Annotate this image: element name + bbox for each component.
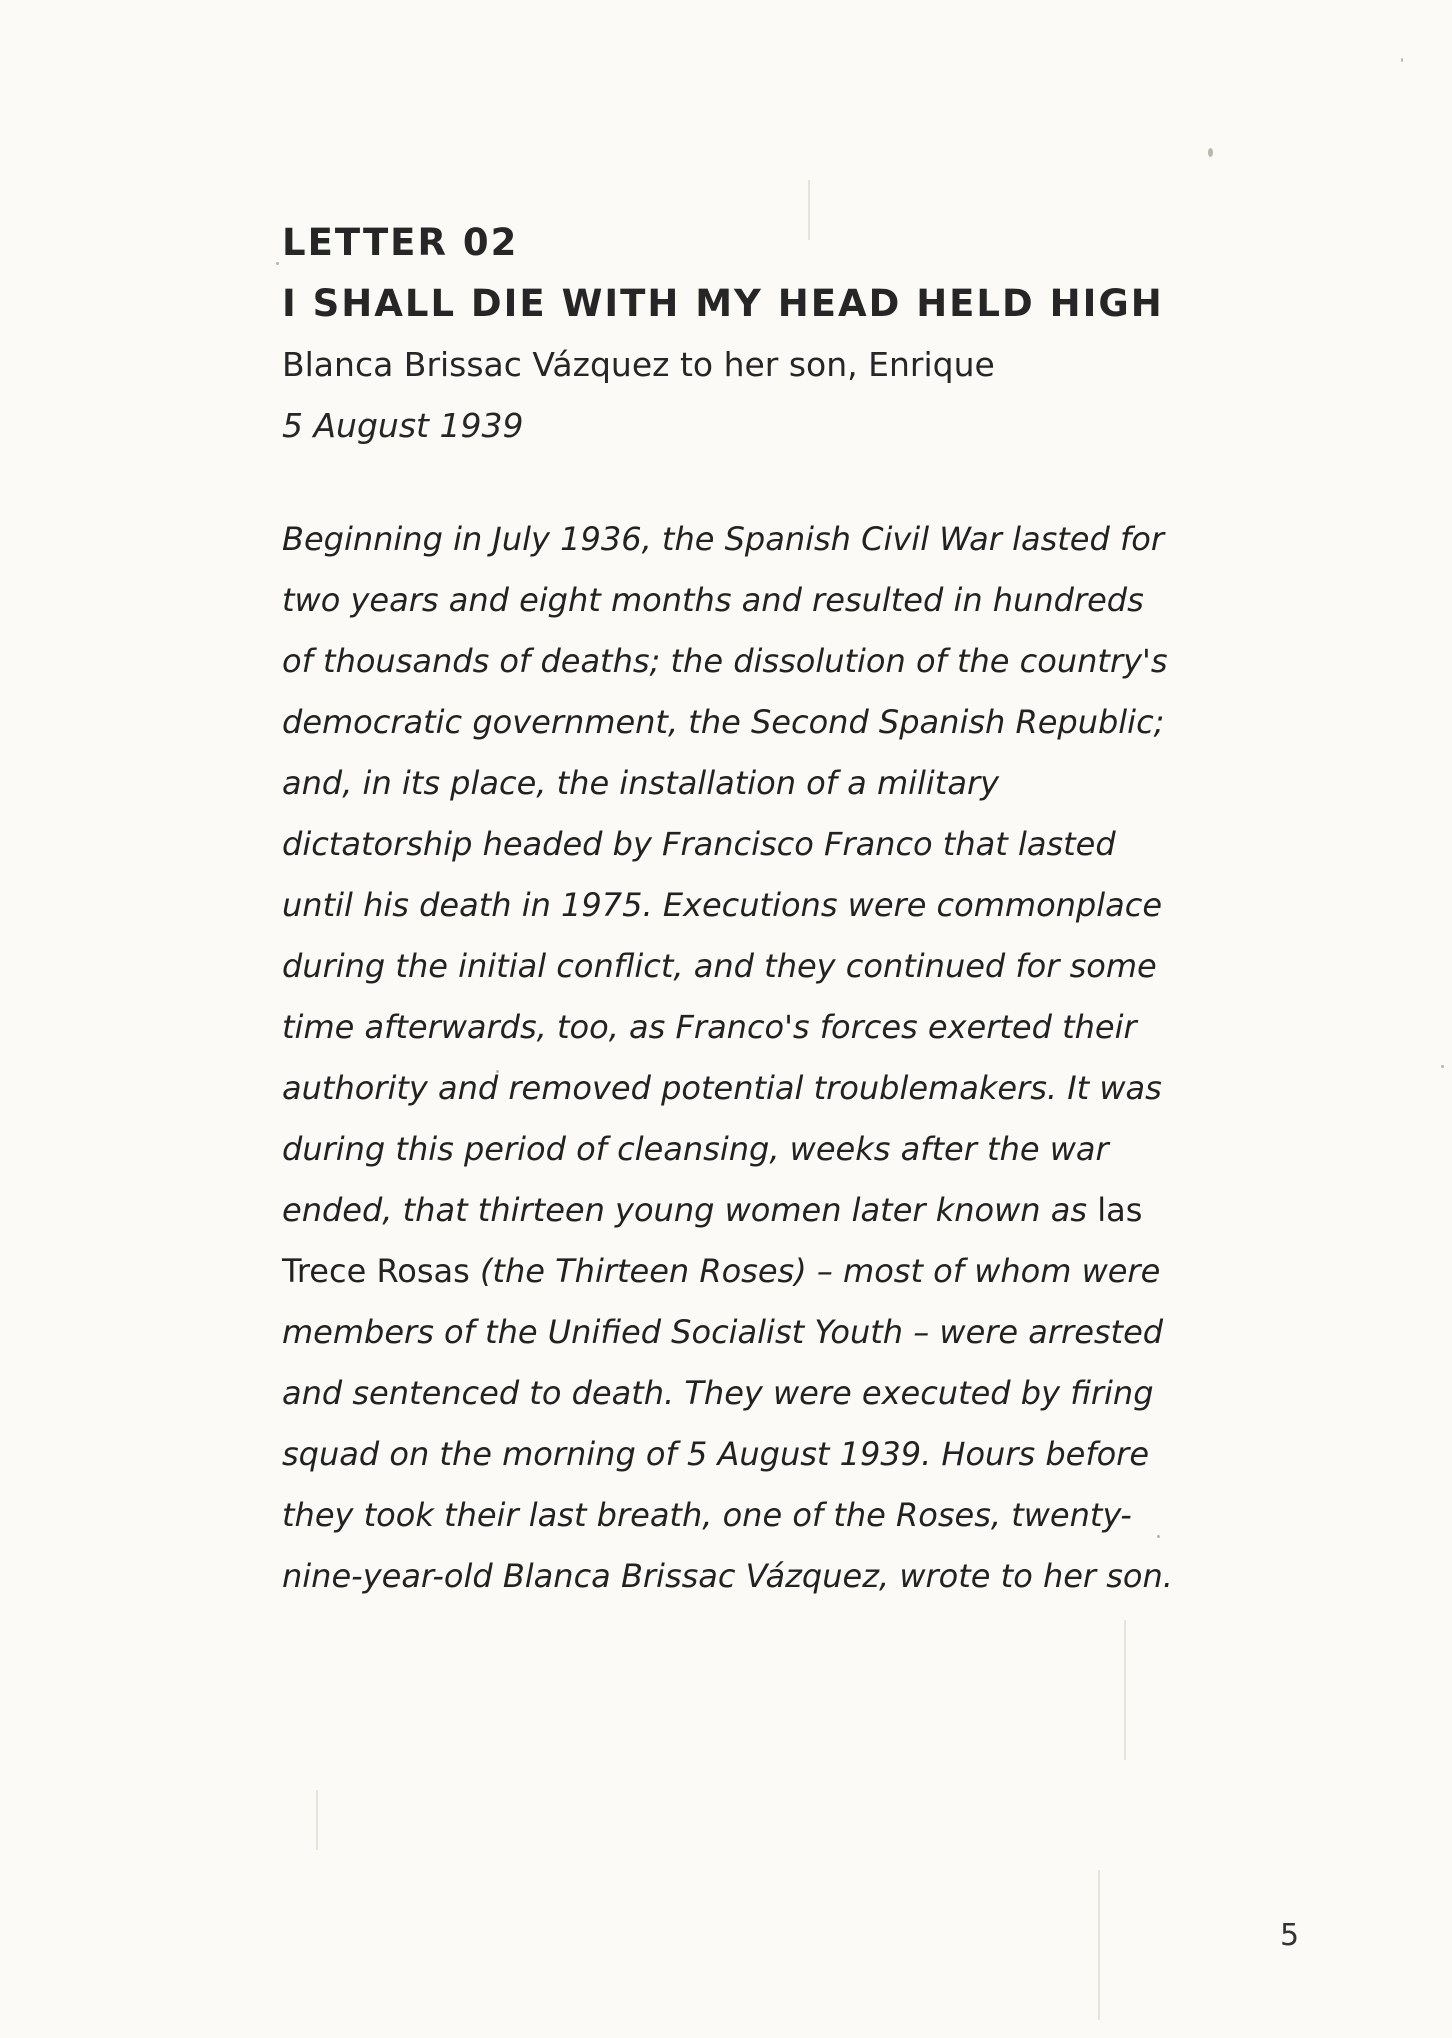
letter-header <box>282 212 1282 456</box>
intro-line-text: ended, that thirteen young women later known as <box>282 1191 1098 1229</box>
intro-line: until his death in 1975. Executions were commonplace <box>282 886 1163 924</box>
letter-title: I SHALL DIE WITH MY HEAD HELD HIGH <box>282 282 1164 325</box>
intro-line <box>282 1241 1282 1302</box>
paper-crease <box>316 1790 318 1850</box>
paper-speck <box>276 262 279 265</box>
paper-speck <box>1441 1065 1444 1068</box>
intro-line: two years and eight months and resulted in hundreds <box>282 581 1144 619</box>
intro-paragraph <box>282 509 1282 1607</box>
intro-line: democratic government, the Second Spanish Republic; <box>282 703 1165 741</box>
paper-crease <box>1124 1620 1126 1760</box>
paper-speck <box>1208 148 1213 157</box>
intro-line-text: (the Thirteen Roses) – most of whom were <box>479 1252 1161 1290</box>
intro-line: of thousands of deaths; the dissolution of the country's <box>282 642 1168 680</box>
intro-line: during the initial conflict, and they continued for some <box>282 947 1157 985</box>
upright-term: Trece Rosas <box>282 1252 470 1290</box>
intro-line: dictatorship headed by Francisco Franco that lasted <box>282 825 1116 863</box>
letter-byline: Blanca Brissac Vázquez to her son, Enrique <box>282 345 995 384</box>
intro-line: time afterwards, too, as Franco's forces exerted their <box>282 1008 1137 1046</box>
paper-crease <box>1098 1870 1100 2020</box>
intro-line: squad on the morning of 5 August 1939. Hours before <box>282 1435 1150 1473</box>
intro-line: Beginning in July 1936, the Spanish Civil War lasted for <box>282 520 1164 558</box>
intro-line: authority and removed potential troublemakers. It was <box>282 1069 1162 1107</box>
intro-line: nine-year-old Blanca Brissac Vázquez, wrote to her son. <box>282 1557 1173 1595</box>
intro-line: and, in its place, the installation of a military <box>282 764 1000 802</box>
letter-date: 5 August 1939 <box>282 406 524 445</box>
page-number: 5 <box>1280 1918 1300 1953</box>
letter-number: LETTER 02 <box>282 221 519 264</box>
intro-line: during this period of cleansing, weeks after the war <box>282 1130 1109 1168</box>
intro-line: they took their last breath, one of the Roses, twenty- <box>282 1496 1132 1534</box>
intro-line: members of the Unified Socialist Youth – were arrested <box>282 1313 1164 1351</box>
intro-line: and sentenced to death. They were executed by firing <box>282 1374 1154 1412</box>
upright-term: las <box>1097 1191 1143 1229</box>
intro-line <box>282 1180 1282 1241</box>
paper-speck <box>1401 58 1403 62</box>
